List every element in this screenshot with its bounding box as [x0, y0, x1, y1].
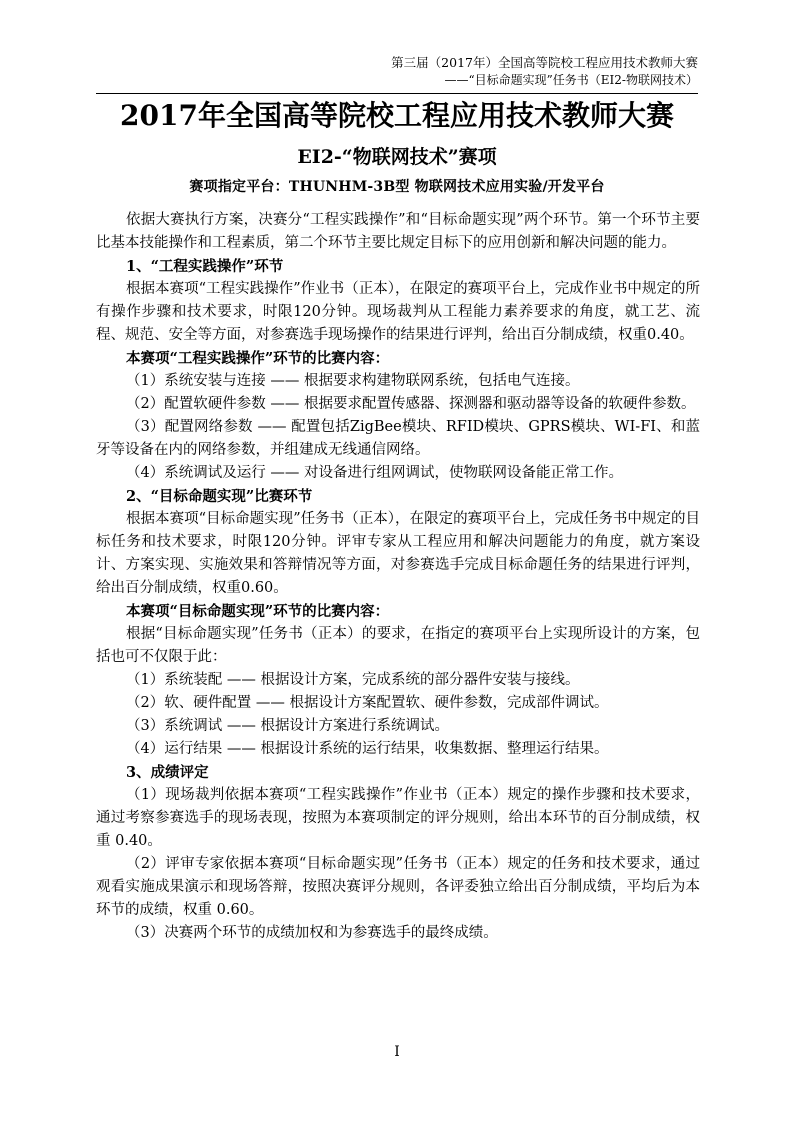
intro-paragraph: 依据大赛执行方案，决赛分“工程实践操作”和“目标命题实现”两个环节。第一个环节主要比基本技能操作和工程素质，第二个环节主要比规定目标下的应用创新和解决问题的能力。 — [96, 212, 700, 251]
body-paragraph: 根据本赛项“工程实践操作”作业书（正本），在限定的赛项平台上，完成作业书中规定的所有操作步骤和技术要求，时限120分钟。现场裁判从工程能力素养要求的角度，就工艺、流程、规范、安全等方面，对参赛选手现场操作的结果进行评判，给出百分制成绩，权重0.40。 — [96, 281, 700, 343]
list-item: （4）运行结果 —— 根据设计系统的运行结果，收集数据、整理运行结果。 — [126, 741, 609, 757]
list-item: （3）决赛两个环节的成绩加权和为参赛选手的最终成绩。 — [126, 925, 498, 941]
section-heading-1: 1、“工程实践操作”环节 — [126, 258, 284, 275]
subsection-heading: 本赛项“目标命题实现”环节的比赛内容： — [126, 603, 390, 620]
document-title: 2017年全国高等院校工程应用技术教师大赛 — [120, 99, 674, 132]
section-heading-3: 3、成绩评定 — [126, 764, 209, 781]
body-paragraph: 根据本赛项“目标命题实现”任务书（正本），在限定的赛项平台上，完成任务书中规定的目标任务和技术要求，时限120分钟。评审专家从工程应用和解决问题能力的角度，就方案设计、方案实现、实施效果和答辩情况等方面，对参赛选手完成目标命题任务的结果进行评判，给出百分制成绩，权重0.60。 — [96, 511, 700, 596]
document-body — [96, 209, 700, 945]
list-item: （1）系统装配 —— 根据设计方案，完成系统的部分器件安装与接线。 — [126, 672, 580, 688]
list-item: （4）系统调试及运行 —— 对设备进行组网调试，使物联网设备能正常工作。 — [126, 465, 623, 481]
body-paragraph: 根据“目标命题实现”任务书（正本）的要求，在指定的赛项平台上实现所设计的方案，包括也可不仅限于此： — [96, 626, 700, 665]
subsection-heading: 本赛项“工程实践操作”环节的比赛内容： — [126, 350, 390, 367]
document-subtitle: EI2-“物联网技术”赛项 — [297, 146, 497, 168]
page-number: I — [394, 1044, 400, 1060]
running-header-line1: 第三届（2017年）全国高等院校工程应用技术教师大赛 — [391, 55, 698, 70]
platform-line: 赛项指定平台：THUNHM-3B型 物联网技术应用实验/开发平台 — [189, 179, 605, 195]
running-header-line2: ——“目标命题实现”任务书（EI2-物联网技术） — [444, 73, 698, 87]
list-item: （3）系统调试 —— 根据设计方案进行系统调试。 — [126, 718, 449, 734]
section-heading-2: 2、“目标命题实现”比赛环节 — [126, 488, 313, 505]
list-item: （3）配置网络参数 —— 配置包括ZigBee模块、RFID模块、GPRS模块、WI-FI、和蓝牙等设备在内的网络参数，并组建成无线通信网络。 — [96, 419, 700, 458]
list-item: （2）评审专家依据本赛项“目标命题实现”任务书（正本）规定的任务和技术要求，通过观看实施成果演示和现场答辩，按照决赛评分规则，各评委独立给出百分制成绩，平均后为本环节的成绩，权重 0.60。 — [96, 856, 700, 918]
list-item: （2）软、硬件配置 —— 根据设计方案配置软、硬件参数，完成部件调试。 — [126, 695, 609, 711]
list-item: （1）系统安装与连接 —— 根据要求构建物联网系统，包括电气连接。 — [126, 373, 580, 389]
list-item: （1）现场裁判依据本赛项“工程实践操作”作业书（正本）规定的操作步骤和技术要求，通过考察参赛选手的现场表现，按照为本赛项制定的评分规则，给出本环节的百分制成绩，权重 0.40。 — [96, 787, 700, 849]
list-item: （2）配置软硬件参数 —— 根据要求配置传感器、探测器和驱动器等设备的软硬件参数。 — [126, 396, 696, 412]
header-rule — [96, 93, 698, 94]
